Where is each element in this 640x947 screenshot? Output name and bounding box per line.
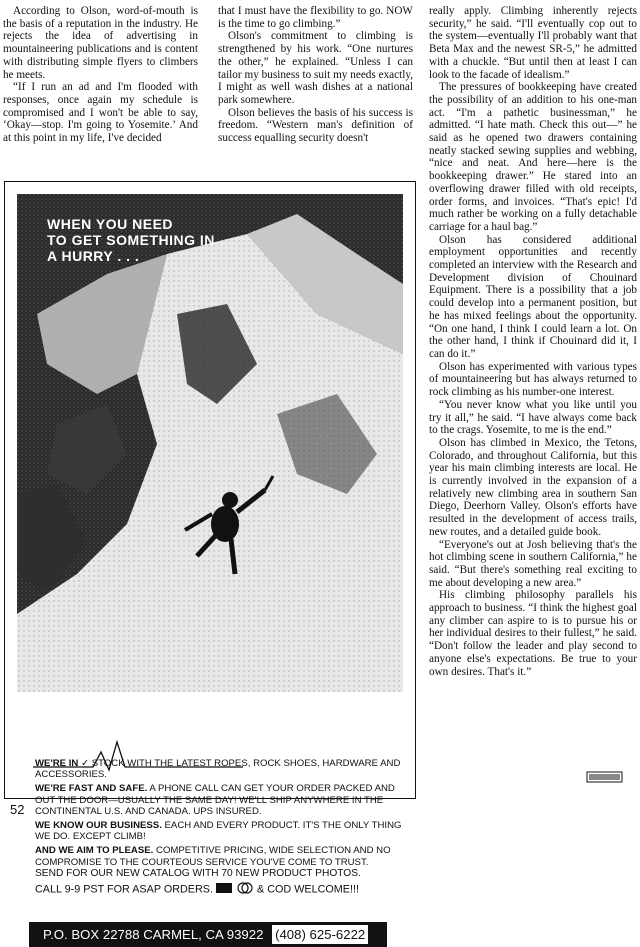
paragraph: “You never know what you like until you try it all,” he said. “I have always come back to the crags. Yosemite, to me is the end.” (429, 398, 637, 437)
ad-address: P.O. BOX 22788 CARMEL, CA 93922 (43, 927, 264, 942)
ad-phone: (408) 625-6222 (271, 924, 369, 945)
headline-line: A HURRY . . . (47, 248, 140, 264)
article-column-3 (429, 5, 637, 678)
ad-climber-photo (17, 194, 403, 692)
ad-contact-bar (29, 922, 387, 947)
ad-business-line: WE KNOW OUR BUSINESS. EACH AND EVERY PRODUCT. IT'S THE ONLY THING WE DO. EXCEPT CLIMB! (35, 820, 402, 843)
paragraph: The pressures of bookkeeping have created the possibility of an addition to his one-man act. “I'm a pathetic businessman,” he admitted. “I hate math. Check this out—” he said as he opened two drawers containing neatly stacked sewing supplies and webbing, “nice and neat. And here—here is the bookkeeping drawer.” He stared into an overflowing drawer filled with old receipts, order forms, and invoices. “That's epic! I'd much rather be working on a fully detachable carriage for a haul bag.” (429, 81, 637, 233)
ad-call-line: CALL 9-9 PST FOR ASAP ORDERS. & COD WELCOME!!! (35, 883, 359, 896)
ad-logo-watermark: MACH 1986 TOO (123, 700, 338, 777)
paragraph: His climbing philosophy parallels his approach to business. “I think the highest goal any climber can aspire to is to pursue his or her individual desires to their fullest,” he said. “Don't follow the leader and play second to anyone else's expectations. Be true to your own desires. That's it.” (429, 589, 637, 678)
ad-please-line: AND WE AIM TO PLEASE. COMPETITIVE PRICING, WIDE SELECTION AND NO COMPROMISE TO THE COURTEOUS SERVICE YOU'VE COME TO TRUST. (35, 845, 391, 868)
ad-headline (47, 216, 215, 264)
paragraph: According to Olson, word-of-mouth is the basis of a reputation in the industry. He rejects the idea of advertising in mountaineering publications and is content with distributing simple flyers to climbers he meets. (3, 5, 198, 81)
end-of-article-mark (587, 772, 622, 782)
paragraph: Olson's commitment to climbing is strengthened by his work. “One nurtures the other,” he explained. “Unless I can tailor my business to suit my needs exactly, I might as well wash dishes at a national park somewhere. (218, 30, 413, 106)
check-icon: ✓ (81, 758, 90, 769)
paragraph: really apply. Climbing inherently rejects security,” he said. “I'll eventually cop out to the system—eventually I'll probably want that Beta Max and the newest SR-5,” he admitted with a chuckle. “But until then at least I can look to the facade of idealism.” (429, 5, 637, 81)
ad-stock-line: WE'RE IN ✓ STOCK WITH THE LATEST ROPES, ROCK SHOES, HARDWARE AND ACCESSORIES. (35, 758, 401, 781)
paragraph: “If I run an ad and I'm flooded with responses, once again my schedule is compromised and I won't be able to say, ‘Okay—stop. I'm going to Yosemite.’ And at this point in my life, I've decided (3, 81, 198, 145)
headline-line: WHEN YOU NEED (47, 216, 174, 232)
article-column-1 (3, 5, 198, 145)
ad-fast-line: WE'RE FAST AND SAFE. A PHONE CALL CAN GET YOUR ORDER PACKED AND OUT THE DOOR—USUALLY THE SAME DAY! WE'LL SHIP ANYWHERE IN THE CONTINENTAL U.S. AND CANADA. UPS INSURED. (35, 783, 395, 817)
paragraph: Olson has experimented with various types of mountaineering but has always returned to rock climbing as his number-one interest. (429, 360, 637, 399)
paragraph: Olson has climbed in Mexico, the Tetons, Colorado, and throughout California, but this year his main climbing interests are local. He is currently involved in the expansion of a relatively new climbing area in southern San Diego, Deerhorn Valley. Olson's efforts have resulted in the development of access trails, new routes, and a detailed guide book. (429, 436, 637, 538)
paragraph: Olson has considered additional employment opportunities and recently completed an interview with the Research and Development division of Chouinard Equipment. There is a possibility that a job could develop into a permanent position, but he has mixed feelings about the opportunity. “On one hand, I think I could learn a lot. On the other hand, I think if Chouinard did it, I can do it.” (429, 233, 637, 360)
card-icon (216, 882, 254, 894)
credit-card-icons (216, 882, 254, 897)
paragraph: that I must have the flexibility to go. NOW is the time to go climbing.” (218, 5, 413, 30)
ad-catalog-line: SEND FOR OUR NEW CATALOG WITH 70 NEW PRODUCT PHOTOS. (35, 867, 361, 879)
page-number: 52 (10, 802, 25, 817)
article-column-2 (218, 5, 413, 145)
headline-line: TO GET SOMETHING IN (47, 232, 215, 248)
mountain-illustration (17, 194, 403, 692)
paragraph: “Everyone's out at Josh believing that's the hot climbing scene in southern California,” he said. “But there's something real exciting to me about developing a new area.” (429, 538, 637, 589)
ad-copy (35, 758, 403, 900)
paragraph: Olson believes the basis of his success is freedom. “Western man's definition of success equalling security doesn't (218, 106, 413, 145)
